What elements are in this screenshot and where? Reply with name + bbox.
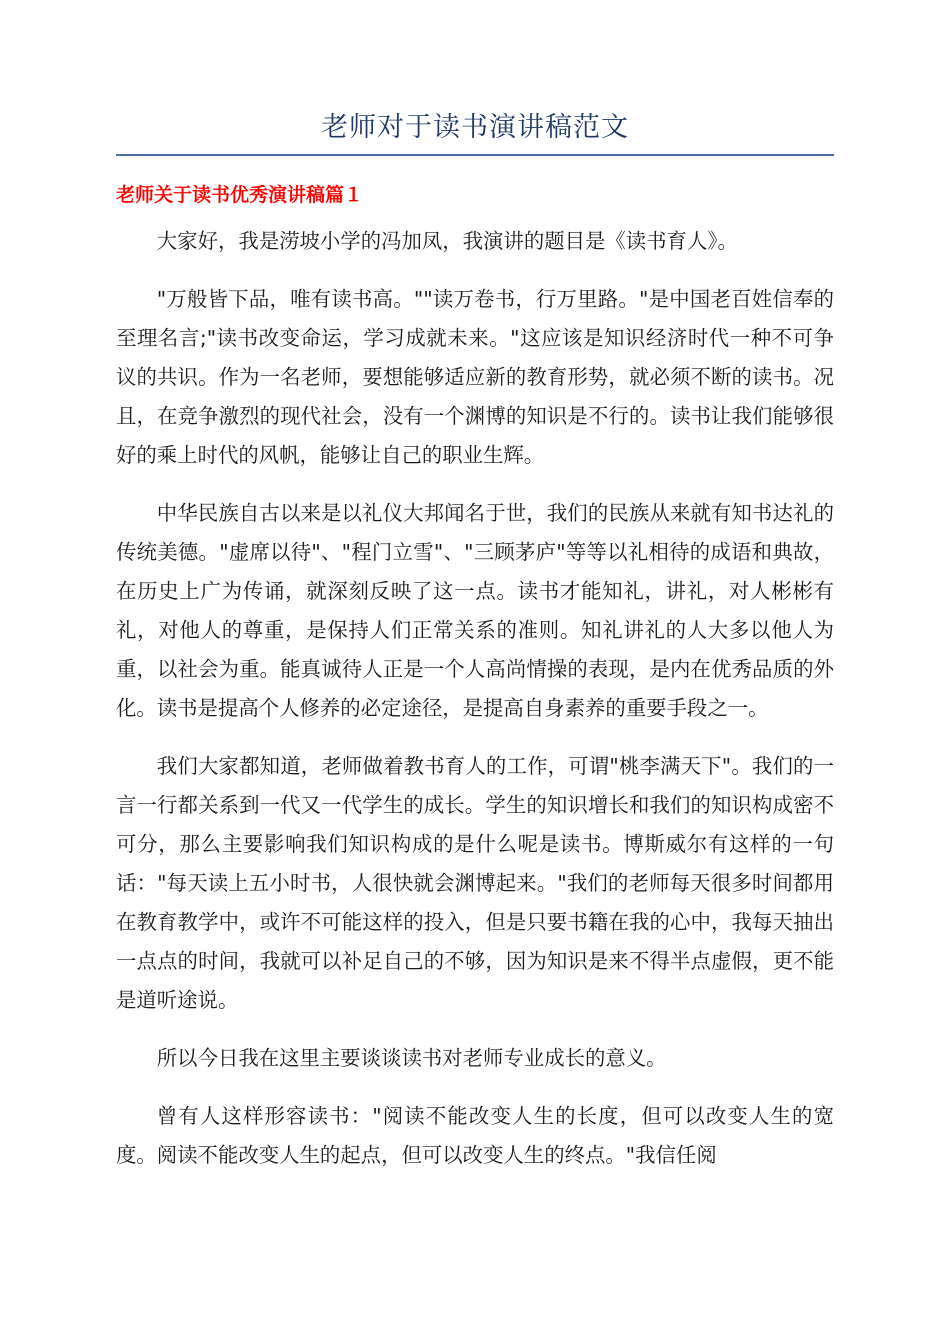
paragraph: 我们大家都知道，老师做着教书育人的工作，可谓"桃李满天下"。我们的一言一行都关系到一代又一代学生的成长。学生的知识增长和我们的知识构成密不可分，那么主要影响我们知识构成的是什么呢是读书。博斯威尔有这样的一句话："每天读上五小时书，人很快就会渊博起来。"我们的老师每天很多时间都用在教育教学中，或许不可能这样的投入，但是只要书籍在我的心中，我每天抽出一点点的时间，我就可以补足自己的不够，因为知识是来不得半点虚假，更不能是道听途说。 <box>116 754 834 1012</box>
section-heading: 老师关于读书优秀演讲稿篇１ <box>116 184 364 206</box>
document-body <box>116 222 834 1194</box>
document-title: 老师对于读书演讲稿范文 <box>321 112 629 143</box>
title-underline <box>116 154 834 156</box>
paragraph: 中华民族自古以来是以礼仪大邦闻名于世，我们的民族从来就有知书达礼的传统美德。"虚席以待"、"程门立雪"、"三顾茅庐"等等以礼相待的成语和典故，在历史上广为传诵，就深刻反映了这一点。读书才能知礼，讲礼，对人彬彬有礼，对他人的尊重，是保持人们正常关系的准则。知礼讲礼的人大多以他人为重，以社会为重。能真诚待人正是一个人高尚情操的表现，是内在优秀品质的外化。读书是提高个人修养的必定途径，是提高自身素养的重要手段之一。 <box>116 501 834 720</box>
paragraph: 所以今日我在这里主要谈谈读书对老师专业成长的意义。 <box>156 1046 667 1070</box>
paragraph: 大家好，我是涝坡小学的冯加凤，我演讲的题目是《读书育人》。 <box>156 229 738 253</box>
paragraph: 曾有人这样形容读书："阅读不能改变人生的长度，但可以改变人生的宽度。阅读不能改变人生的起点，但可以改变人生的终点。"我信任阅 <box>116 1104 834 1167</box>
paragraph: "万般皆下品，唯有读书高。""读万卷书，行万里路。"是中国老百姓信奉的至理名言;"读书改变命运，学习成就未来。"这应该是知识经济时代一种不可争议的共识。作为一名老师，要想能够适应新的教育形势，就必须不断的读书。况且，在竞争激烈的现代社会，没有一个渊博的知识是不行的。读书让我们能够很好的乘上时代的风帆，能够让自己的职业生辉。 <box>116 287 834 467</box>
